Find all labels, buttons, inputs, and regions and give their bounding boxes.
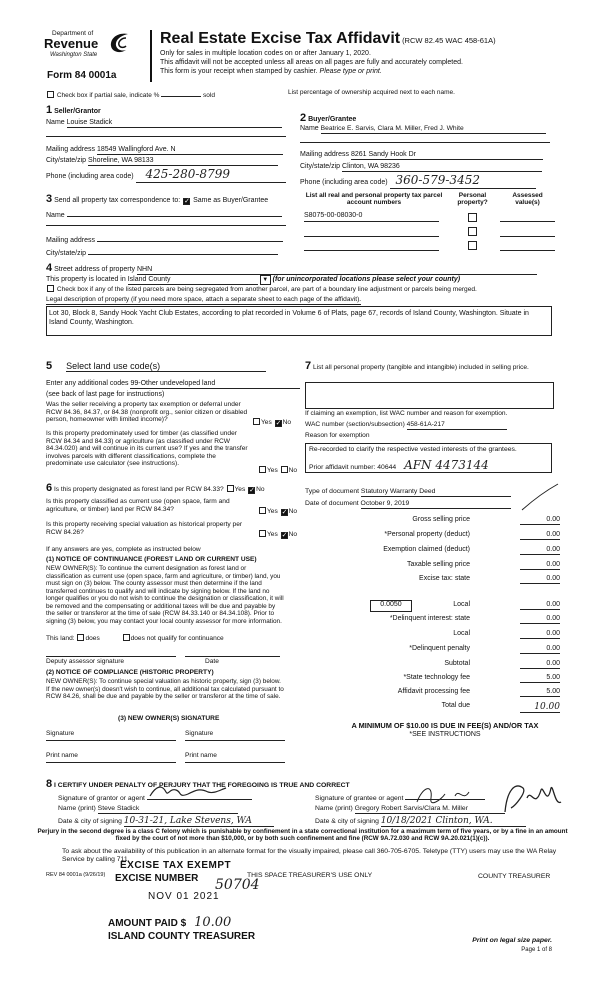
fee-excise-state [330, 575, 560, 585]
buyer-address-label: Mailing address [300, 151, 350, 158]
title-ref: (RCW 82.45 WAC 458-61A) [402, 36, 496, 45]
section7-heading [305, 360, 555, 373]
fee-local2 [330, 630, 560, 640]
doc-date-label: Date of document [305, 500, 359, 507]
additional-codes-label: Enter any additional codes [46, 380, 129, 387]
reason-label: Reason for exemption [305, 432, 370, 439]
segregated-label: Check box if any of the listed parcels are being segregated from another parcel, are part of a boundary line adjustment or parcels being merged. [56, 286, 477, 293]
land-does-checkbox[interactable] [77, 634, 84, 641]
section5-heading [46, 360, 266, 373]
county-select[interactable]: Island County [128, 276, 258, 285]
stamp-treasurer: ISLAND COUNTY TREASURER [108, 931, 256, 942]
fee-delinquent-state-value[interactable]: 0.00 [520, 615, 560, 624]
forest-yes-label: Yes [234, 486, 246, 493]
notice-3 [160, 68, 382, 76]
current-use-yes-checkbox[interactable] [259, 507, 266, 514]
unincorporated-note: (for unincorporated locations please select your county) [272, 276, 461, 283]
same-as-buyer-checkbox[interactable]: ✓ [184, 198, 190, 205]
section8-num: 8 [46, 778, 53, 790]
fee-affidavit [330, 688, 560, 698]
fee-local-label: Local [453, 601, 470, 608]
forest-yes-checkbox[interactable] [227, 485, 234, 492]
prior-label: Prior affidavit number: [309, 463, 376, 471]
new-owner-print1-label: Print name [46, 752, 78, 759]
certify-text: I CERTIFY UNDER PENALTY OF PERJURY THAT THE FOREGOING IS TRUE AND CORRECT [54, 782, 350, 789]
seller-address-label: Mailing address [46, 146, 96, 153]
street-field[interactable]: NHN [137, 266, 537, 275]
historic-yes-checkbox[interactable] [259, 530, 266, 537]
seller-num: 1 [46, 104, 53, 116]
wa-seal-icon [106, 30, 132, 56]
ask-about-text: To ask about the availability of this publication in an alternate format for the visually impaired, please call 360-705-6705. Teletype (TTY) users may use the WA Relay Service by calling 711. [62, 848, 557, 864]
deputy-sig-line[interactable] [46, 656, 176, 657]
section6-num: 6 [46, 482, 53, 494]
buyer-address-row [300, 151, 543, 160]
q-exemption-answers [252, 418, 291, 427]
land-does-label: does [85, 635, 100, 642]
this-land-row [46, 634, 224, 643]
seller-name-row [46, 119, 286, 128]
fee-taxable-value[interactable]: 0.00 [520, 561, 560, 570]
q-forest-text: Is this property designated as forest land per RCW 84.33? [53, 486, 224, 493]
assessed-row-1[interactable] [500, 212, 555, 222]
seller-name-label: Name [46, 119, 65, 126]
buyer-city-row [300, 163, 542, 172]
fee-personal [330, 531, 560, 541]
fee-local-value[interactable]: 0.00 [520, 601, 560, 610]
fee-tech-value[interactable]: 5.00 [520, 674, 560, 683]
notice-3-italic: Please type or print. [319, 68, 382, 75]
exemption-yes-label: Yes [261, 419, 272, 426]
section3-city-row [46, 247, 278, 258]
legal-description-box[interactable] [46, 306, 552, 336]
stamp-excise-number: EXCISE NUMBER [115, 873, 199, 884]
section3-city-label: City/state/zip [46, 250, 87, 257]
buyer-name-field[interactable]: Beatrice E. Sarvis, Clara M. Miller, Fred J. White [321, 125, 546, 134]
seller-heading [46, 104, 101, 117]
amount-paid-label: AMOUNT PAID $ [108, 918, 187, 929]
buyer-phone-label: Phone (including area code) [300, 179, 388, 186]
doc-type-label: Type of document [305, 488, 360, 495]
buyer-address-field[interactable]: 8261 Sandy Hook Dr [351, 151, 543, 160]
reason-text: Re-recorded to clarify the respective vested interests of the grantees. [309, 446, 517, 453]
fee-taxable-label: Taxable selling price [406, 561, 470, 568]
prior-handwritten: AFN 4473144 [404, 457, 489, 472]
grantee-date-label: Date & city of signing [315, 818, 379, 825]
legal-text: Lot 30, Block 8, Sandy Hook Yacht Club Estates, according to plat recorded in Volume 6 of Plats, page 67, records of Island County, Washington. Situate in Island County, Washington. [49, 310, 529, 327]
grantor-name-row [58, 805, 238, 814]
buyer-name-label: Name [300, 125, 319, 132]
partial-sale-label: Check box if partial sale, indicate % [56, 92, 160, 99]
seller-city-label: City/state/zip [46, 157, 87, 164]
seller-address-row [46, 146, 283, 155]
deputy-date-label: Date [205, 658, 219, 665]
current-use-yes-label: Yes [267, 508, 278, 515]
new-owner-print2-line[interactable] [185, 762, 285, 763]
q-current-use: Is this property classified as current use (open space, farm and agriculture, or timber) land per RCW 84.34? [46, 498, 230, 513]
partial-sale-input[interactable] [161, 89, 201, 97]
perjury-text: Perjury in the second degree is a class C felony which is punishable by confinement in a state correctional institution for a maximum term of five years, or by a fine in an amount fixed by the court of not more than $10,000, or by both such confinement and fine (RCW 9A.72.030 and RCW 9A.20.021(1)(c)). [37, 828, 568, 842]
grantor-date-row [58, 816, 274, 827]
grantee-date-field[interactable]: 10/18/2021 Clinton, WA. [381, 816, 526, 827]
fee-excise-state-value[interactable]: 0.00 [520, 575, 560, 584]
grantor-sig-label: Signature of grantor or agent [58, 795, 145, 802]
new-owner-sig2-line[interactable] [185, 740, 285, 741]
land-use-select[interactable]: Select land use code(s) [66, 361, 266, 372]
seller-phone-field[interactable]: 425-280-8799 [136, 168, 286, 183]
historic-no-label: No [288, 531, 298, 538]
fee-total-label: Total due [441, 702, 470, 709]
personal-checkbox-3[interactable] [468, 241, 477, 250]
partial-sale-sold: sold [203, 92, 215, 99]
grantee-name-label: Name (print) [315, 805, 353, 812]
grantor-date-label: Date & city of signing [58, 818, 122, 825]
new-owner-sig1-label: Signature [46, 730, 75, 737]
dept-line1: Department of [52, 30, 94, 37]
seller-blank-line [46, 135, 286, 137]
fee-exemption [330, 546, 560, 556]
section3-name-field[interactable] [67, 209, 282, 217]
prior-affidavit-row [309, 459, 548, 473]
notice-2: This affidavit will not be accepted unless all areas on all pages are fully and accurately completed. [160, 59, 463, 66]
fee-local2-value[interactable]: 0.00 [520, 630, 560, 639]
if-any-yes: If any answers are yes, complete as instructed below [46, 546, 201, 553]
personal-checkbox-2[interactable] [468, 227, 477, 236]
fee-subtotal [330, 660, 560, 670]
seller-phone-row [46, 168, 286, 183]
reason-box[interactable] [305, 443, 552, 473]
dept-line3: Washington State [50, 52, 98, 58]
fee-delinquent-penalty [330, 645, 560, 655]
form-title [160, 30, 496, 48]
section4-county-row [46, 275, 460, 285]
doc-type-field[interactable]: Statutory Warranty Deed [361, 488, 511, 497]
dept-line2: Revenue [44, 36, 99, 51]
prior-num: 40644 [377, 463, 397, 471]
timber-no-checkbox[interactable] [281, 466, 288, 473]
ownership-note: List percentage of ownership acquired next to each name. [288, 89, 455, 96]
grantor-signature-icon [148, 782, 228, 800]
grantor-name-field[interactable]: Steve Stadick [98, 805, 238, 814]
seller-city-field[interactable]: Shoreline, WA 98133 [88, 157, 278, 166]
street-label: Street address of property [54, 266, 136, 273]
assessed-header: Assessed value(s) [512, 192, 543, 207]
buyer-blank-line [300, 141, 550, 143]
grantee-sig-label: Signature of grantee or agent [315, 795, 404, 802]
personal-checkbox-1[interactable] [468, 213, 477, 222]
timber-yes-checkbox[interactable] [259, 466, 266, 473]
fee-personal-value[interactable]: 0.00 [520, 531, 560, 540]
fee-affidavit-value[interactable]: 5.00 [520, 688, 560, 697]
fee-exemption-value[interactable]: 0.00 [520, 546, 560, 555]
fee-tech-label: *State technology fee [403, 674, 470, 681]
parcel-row-2[interactable] [304, 227, 439, 237]
section3-blank-line [46, 224, 286, 226]
section5-num: 5 [46, 360, 53, 372]
buyer-city-field[interactable]: Clinton, WA 98236 [342, 163, 542, 172]
segregated-row [46, 285, 477, 294]
fee-affidavit-label: Affidavit processing fee [397, 688, 470, 695]
personal-property-box[interactable] [305, 382, 554, 409]
section3-city-field[interactable] [88, 247, 278, 255]
forest-no-label: No [256, 486, 265, 493]
grantee-name-row [315, 805, 505, 814]
this-land-label: This land: [46, 635, 75, 642]
forest-no-checkbox[interactable]: ✓ [249, 487, 255, 494]
wac-field[interactable]: 458-61A-217 [407, 421, 507, 430]
q-current-use-answers [258, 507, 297, 516]
timber-no-label: No [288, 467, 298, 474]
historic-yes-label: Yes [267, 531, 278, 538]
doc-type-row [305, 488, 511, 497]
fee-total [330, 702, 560, 712]
minimum-note: A MINIMUM OF $10.00 IS DUE IN FEE(S) AND/OR TAX [351, 721, 539, 730]
land-does-not-checkbox[interactable] [123, 634, 130, 641]
fee-delinquent-state-label: *Delinquent interest: state [389, 615, 470, 622]
buyer-name-row [300, 125, 546, 134]
claim-label: If claiming an exemption, list WAC number and reason for exemption. [305, 410, 508, 417]
assessed-row-3[interactable] [500, 241, 555, 251]
located-label: This property is located in [46, 276, 126, 283]
q-exemption: Was the seller receiving a property tax exemption or deferral under RCW 84.36, 84.37, or 84.38 (nonprofit org., senior citizen or disabled person, homeowner with limited income)? [46, 401, 248, 424]
fee-gross [330, 516, 560, 526]
section3-name-label: Name [46, 212, 65, 219]
stamp-exempt: EXCISE TAX EXEMPT [120, 860, 232, 871]
wac-row [305, 421, 507, 430]
buyer-heading-text: Buyer/Grantee [308, 116, 357, 123]
q-forest [46, 482, 296, 495]
seller-phone-label: Phone (including area code) [46, 173, 134, 180]
deputy-date-line[interactable] [185, 656, 280, 657]
title-text: Real Estate Excise Tax Affidavit [160, 30, 401, 47]
same-as-buyer-label: Same as Buyer/Grantee [193, 197, 269, 204]
notice1-text: NEW OWNER(S): To continue the current designation as forest land or classification as current use (open space, farm and agriculture, or timber) land, you must sign on (3) below. The county assessor must then determine if the land transferred continues to qualify and will indicate by signing below. If the land no longer qualifies or you do not wish to continue the designation or classification, it will be removed and the compensating or additional taxes will be due and payable by the seller or transferor at the time of sale (RCW 84.33.140 or 84.34.108). Prior to signing (3) below, you may contact your local county assessor for more information. [46, 565, 284, 625]
notice-1: Only for sales in multiple location codes on or after January 1, 2020. [160, 50, 371, 57]
new-owner-print2-label: Print name [185, 752, 217, 759]
timber-yes-label: Yes [267, 467, 278, 474]
fee-delinquent-penalty-label: *Delinquent penalty [409, 645, 470, 652]
county-treasurer: COUNTY TREASURER [478, 873, 551, 880]
form-number: Form 84 0001a [47, 70, 117, 81]
q-timber: Is this property predominately used for timber (as classified under RCW 84.34 and 84.33) or agriculture (as classified under RCW 84.34.020) and will continue in its current use? If yes and the transfer involves parcels with different classifications, complete the predominate use calculator (see instructions). [46, 430, 248, 468]
fee-local2-label: Local [453, 630, 470, 637]
section3-heading [46, 193, 268, 206]
buyer-heading [300, 112, 356, 125]
see-instructions: *SEE INSTRUCTIONS [409, 731, 481, 738]
seller-heading-text: Seller/Grantor [54, 108, 101, 115]
additional-codes-row [46, 380, 300, 389]
fee-taxable [330, 561, 560, 571]
stamp-number: 50704 [215, 877, 260, 893]
amount-paid-row [108, 916, 231, 931]
parcel-row-3[interactable] [304, 241, 439, 251]
deputy-sig-label: Deputy assessor signature [46, 658, 125, 665]
header-divider [150, 30, 152, 82]
q-historic: Is this property receiving special valuation as historical property per RCW 84.26? [46, 521, 243, 536]
fee-gross-value[interactable]: 0.00 [520, 516, 560, 525]
fee-local [330, 601, 560, 611]
notice2-title: (2) NOTICE OF COMPLIANCE (HISTORIC PROPERTY) [46, 669, 214, 676]
section3-name-row [46, 209, 282, 220]
fee-tech [330, 674, 560, 684]
dor-logo [44, 30, 144, 75]
grantor-name-label: Name (print) [58, 805, 96, 812]
exemption-yes-checkbox[interactable] [253, 418, 260, 425]
notice3-title: (3) NEW OWNER(S) SIGNATURE [118, 715, 220, 722]
partial-sale-checkbox[interactable] [47, 91, 54, 98]
section3-num: 3 [46, 193, 53, 205]
personal-header: Personal property? [457, 192, 488, 207]
fee-subtotal-value[interactable]: 0.00 [520, 660, 560, 669]
parcel-row-1[interactable]: S8075-00-08030-0 [304, 212, 439, 222]
seller-city-row [46, 157, 278, 166]
page-number: Page 1 of 8 [521, 947, 552, 953]
new-owner-sig2-label: Signature [185, 730, 214, 737]
amount-paid-value: 10.00 [194, 915, 232, 930]
section7-num: 7 [305, 360, 312, 372]
fee-excise-state-label: Excise tax: state [419, 575, 470, 582]
section4-street-row [46, 262, 537, 275]
land-does-not-label: does not qualify for continuance [130, 635, 224, 642]
section3-address-label: Mailing address [46, 237, 96, 244]
section4-num: 4 [46, 262, 53, 274]
historic-no-checkbox[interactable]: ✓ [281, 532, 288, 539]
fee-delinquent-penalty-value[interactable]: 0.00 [520, 645, 560, 654]
new-owner-sig1-line[interactable] [46, 740, 176, 741]
stamp-date: NOV 01 2021 [148, 891, 220, 902]
local-rate-box[interactable]: 0.0050 [370, 600, 412, 612]
segregated-checkbox[interactable] [47, 285, 54, 292]
fee-subtotal-label: Subtotal [444, 660, 470, 667]
seller-name-field[interactable]: Louise Stadick [67, 119, 282, 128]
doc-date-row [305, 500, 511, 509]
additional-codes-field[interactable]: 99-Other undeveloped land [130, 380, 300, 389]
current-use-no-label: No [288, 508, 298, 515]
notice1-title: (1) NOTICE OF CONTINUANCE (FOREST LAND OR CURRENT USE) [46, 556, 257, 563]
grantee-name-field[interactable]: Gregory Robert Sarvis/Clara M. Miller [355, 805, 505, 814]
current-use-no-checkbox[interactable]: ✓ [281, 509, 288, 516]
buyer-num: 2 [300, 112, 307, 124]
parcel-header: List all real and personal property tax parcel account numbers [305, 192, 443, 207]
wac-label: WAC number (section/subsection) [305, 421, 405, 428]
treasurer-only: THIS SPACE TREASURER'S USE ONLY [247, 872, 373, 879]
exemption-no-label: No [282, 419, 292, 426]
assessed-row-2[interactable] [500, 227, 555, 237]
rev-number: REV 84 0001a (9/26/19) [46, 872, 106, 878]
q-timber-answers [258, 466, 297, 475]
exemption-no-checkbox[interactable]: ✓ [275, 420, 282, 427]
legal-paper-note: Print on legal size paper. [472, 937, 552, 944]
fee-total-value[interactable]: 10.00 [520, 702, 560, 713]
partial-sale-row [46, 89, 215, 99]
legal-label: Legal description of property (if you need more space, attach a separate sheet to each page of the affidavit). [46, 296, 362, 303]
fee-delinquent-state [330, 615, 560, 625]
section3-address-row [46, 234, 283, 245]
notice-3-text: This form is your receipt when stamped by cashier. [160, 68, 318, 75]
section3-address-field[interactable] [97, 234, 283, 242]
buyer-city-label: City/state/zip [300, 163, 341, 170]
buyer-phone-field[interactable]: 360-579-3452 [390, 174, 536, 189]
doc-date-field[interactable]: October 9, 2019 [361, 500, 511, 509]
fee-gross-label: Gross selling price [412, 516, 470, 523]
buyer-phone-row [300, 174, 536, 189]
section7-text: List all personal property (tangible and intangible) included in selling price. [312, 364, 529, 371]
section3-text: Send all property tax correspondence to: [54, 197, 181, 204]
q-historic-answers [258, 530, 297, 539]
fee-exemption-label: Exemption claimed (deduct) [383, 546, 470, 553]
grantor-date-field[interactable]: 10-31-21, Lake Stevens, WA [124, 816, 274, 827]
cross-out-slash-icon [520, 482, 560, 512]
notice2-text: NEW OWNER(S): To continue special valuation as historic property, sign (3) below. If the new owner(s) doesn't wish to continue, all additional tax calculated pursuant to RCW 84.26, shall be due and payable by the seller or transferor at the time of sale. [46, 678, 284, 701]
grantee-date-row [315, 816, 526, 827]
see-back: (see back of last page for instructions) [46, 391, 165, 398]
new-owner-print1-line[interactable] [46, 762, 176, 763]
fee-personal-label: *Personal property (deduct) [384, 531, 470, 538]
county-dropdown-icon[interactable]: ▼ [260, 275, 271, 285]
seller-address-field[interactable]: 18549 Wallingford Ave. N [97, 146, 283, 155]
